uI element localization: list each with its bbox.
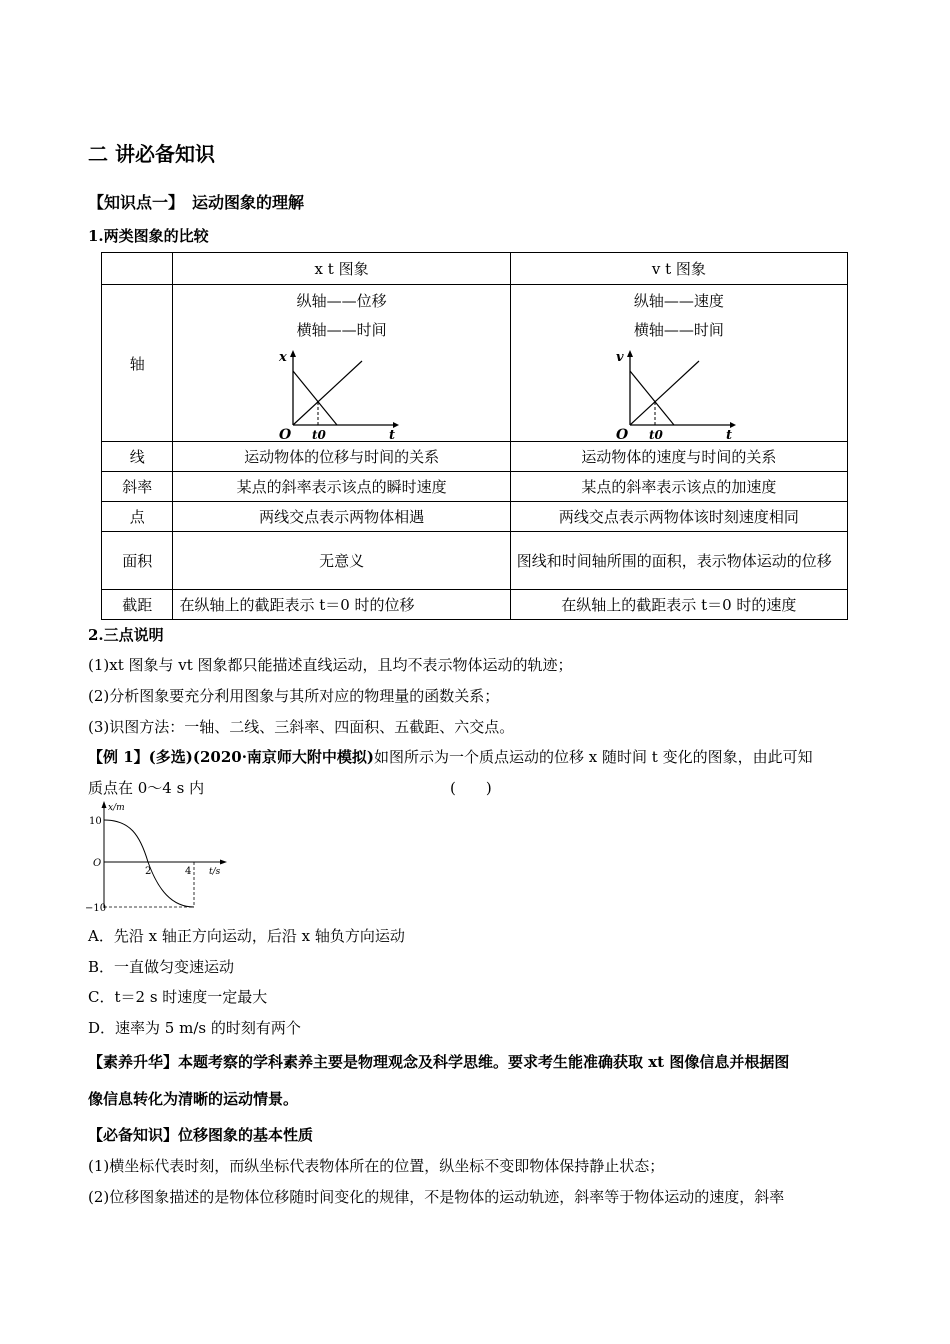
comparison-table	[101, 252, 848, 620]
option-a: A．先沿 x 轴正方向运动，后沿 x 轴负方向运动	[88, 927, 405, 945]
vt-graph-x-label: t	[725, 428, 732, 439]
row-intercept	[102, 590, 848, 620]
option-d: D．速率为 5 m/s 的时刻有两个	[88, 1019, 301, 1037]
header-vt: v t 图象	[510, 253, 847, 285]
example-1-text2: 质点在 0～4 s 内	[88, 779, 205, 797]
row-line-xt: 运动物体的位移与时间的关系	[173, 442, 510, 472]
xt-graph-y-arrow	[290, 350, 296, 357]
xt-graph-rising-line	[293, 361, 362, 425]
literacy-line1: 【素养升华】本题考察的学科素养主要是物理观念及科学思维。要求考生能准确获取 xt 图像信息并根据图	[88, 1053, 790, 1071]
row-point-label: 点	[102, 502, 173, 532]
ex-graph-y-label: x/m	[108, 803, 125, 813]
row-area-vt: 图线和时间轴所围的面积，表示物体运动的位移	[510, 532, 847, 590]
ex-graph-tick-neg10: −10	[85, 903, 107, 914]
vt-graph-y-arrow	[627, 350, 633, 357]
row-intercept-xt: 在纵轴上的截距表示 t＝0 时的位移	[173, 590, 510, 620]
subsection-2-title: 2.三点说明	[88, 626, 164, 644]
vt-graph-rising-line	[630, 361, 699, 425]
ex-graph-tick-10: 10	[89, 816, 102, 827]
ex-graph-y-arrow	[102, 801, 107, 808]
example-1-line1	[88, 746, 813, 767]
vt-axis-cell	[510, 285, 847, 442]
section-title: 二 讲必备知识	[88, 142, 215, 166]
vt-graph-origin: O	[615, 427, 629, 439]
answer-parentheses: ( )	[450, 779, 492, 797]
row-slope-xt: 某点的斜率表示该点的瞬时速度	[173, 472, 510, 502]
xt-graph-x-label: t	[388, 428, 395, 439]
ex-graph-x-label: t/s	[209, 867, 221, 877]
xt-axis-cell	[173, 285, 510, 442]
xt-axis-x: 横轴——时间	[296, 321, 387, 339]
essential-p1: (1)横坐标代表时刻，而纵坐标代表物体所在的位置，纵坐标不变即物体保持静止状态；	[88, 1157, 665, 1175]
xt-graph-origin: O	[278, 427, 291, 439]
note-3: (3)识图方法：一轴、二线、三斜率、四面积、五截距、六交点。	[88, 718, 515, 736]
row-point	[102, 502, 848, 532]
example-1-text1: 如图所示为一个质点运动的位移 x 随时间 t 变化的图象，由此可知	[374, 748, 813, 766]
row-point-vt: 两线交点表示两物体该时刻速度相同	[510, 502, 847, 532]
ex-graph-tick-origin: O	[93, 858, 102, 869]
row-intercept-vt: 在纵轴上的截距表示 t＝0 时的速度	[510, 590, 847, 620]
vt-graph	[614, 347, 744, 439]
vt-axis-x: 横轴——时间	[633, 321, 724, 339]
row-intercept-label: 截距	[102, 590, 173, 620]
row-line	[102, 442, 848, 472]
row-slope-vt: 某点的斜率表示该点的加速度	[510, 472, 847, 502]
literacy-line2: 像信息转化为清晰的运动情景。	[88, 1090, 299, 1108]
knowledge-point-title: 【知识点一】 运动图象的理解	[88, 193, 305, 212]
ex-graph-x-arrow	[220, 860, 227, 865]
header-xt: x t 图象	[173, 253, 510, 285]
table-corner-cell	[102, 253, 173, 285]
row-area-xt: 无意义	[173, 532, 510, 590]
table-header-row	[102, 253, 848, 285]
row-axis-label: 轴	[102, 285, 173, 442]
example-1-tag: 【例 1】(多选)(2020·南京师大附中模拟)	[88, 748, 375, 766]
vt-axis-y: 纵轴——速度	[633, 292, 724, 310]
ex-graph-tick-2: 2	[145, 866, 152, 877]
row-slope	[102, 472, 848, 502]
row-slope-label: 斜率	[102, 472, 173, 502]
note-2: (2)分析图象要充分利用图象与其所对应的物理量的函数关系；	[88, 687, 500, 705]
essential-title: 【必备知识】位移图象的基本性质	[88, 1126, 314, 1144]
row-line-vt: 运动物体的速度与时间的关系	[510, 442, 847, 472]
vt-graph-t0: t0	[648, 428, 663, 439]
note-1: (1)xt 图象与 vt 图象都只能描述直线运动，且均不表示物体运动的轨迹；	[88, 656, 573, 674]
example-1-graph	[82, 800, 232, 918]
vt-graph-falling-line	[630, 371, 674, 425]
xt-graph-t0: t0	[311, 428, 326, 439]
xt-graph	[277, 347, 407, 439]
row-point-xt: 两线交点表示两物体相遇	[173, 502, 510, 532]
option-b: B．一直做匀变速运动	[88, 958, 235, 976]
ex-graph-tick-4: 4	[185, 866, 192, 877]
xt-axis-y: 纵轴——位移	[296, 292, 387, 310]
row-line-label: 线	[102, 442, 173, 472]
row-area-label: 面积	[102, 532, 173, 590]
row-area	[102, 532, 848, 590]
xt-graph-y-label: x	[278, 350, 287, 365]
essential-p2: (2)位移图象描述的是物体位移随时间变化的规律，不是物体的运动轨迹，斜率等于物体运动的速度，斜率	[88, 1188, 785, 1206]
option-c: C．t＝2 s 时速度一定最大	[88, 988, 268, 1006]
xt-graph-falling-line	[293, 371, 337, 425]
row-axis	[102, 285, 848, 442]
subsection-1-title: 1.两类图象的比较	[88, 227, 209, 245]
vt-graph-y-label: v	[615, 350, 624, 365]
ex-graph-curve	[104, 820, 194, 907]
